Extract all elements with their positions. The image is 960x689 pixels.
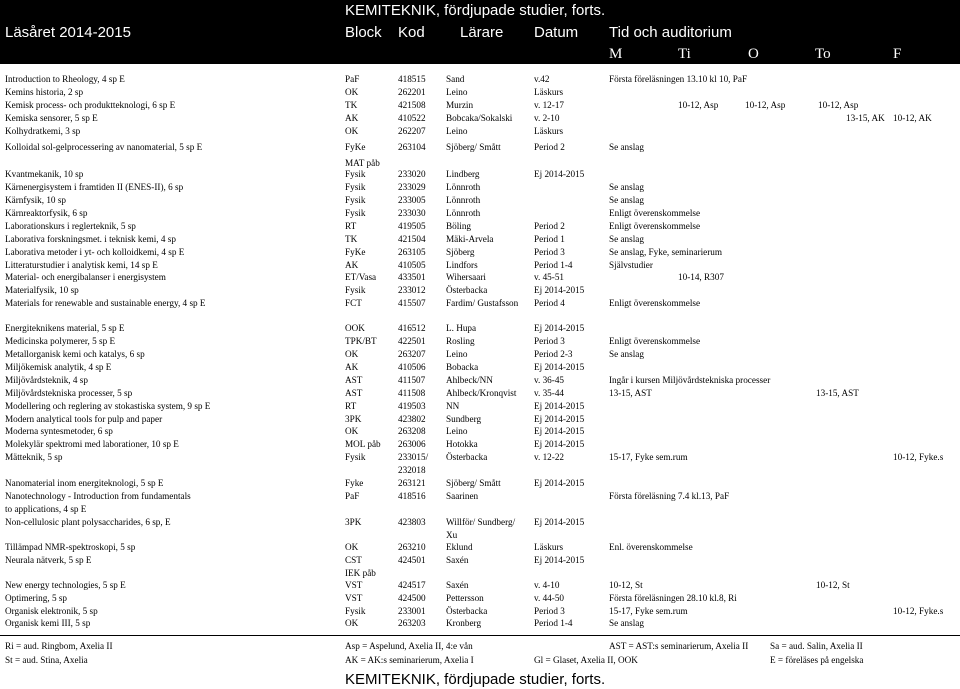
column-larare: Lärare (460, 24, 504, 41)
table-row (0, 516, 960, 529)
cell-block: AK (345, 113, 359, 123)
cell-block: MOL påb (345, 439, 381, 449)
day-m: M (609, 46, 623, 62)
cell-datum: Period 1-4 (534, 618, 573, 628)
cell-course: Miljövårdsteknik, 4 sp (5, 375, 88, 385)
day-to: To (815, 46, 831, 62)
cell-datum: Ej 2014-2015 (534, 439, 585, 449)
table-row (0, 503, 960, 516)
cell-kod: 423803 (398, 517, 426, 527)
cell-block: Fysik (345, 169, 366, 179)
cell-block: Fysik (345, 208, 366, 218)
table-row (0, 73, 960, 86)
cell-course: Nanomaterial inom energiteknologi, 5 sp E (5, 478, 164, 488)
cell-course: Litteraturstudier i analytisk kemi, 14 sp E (5, 260, 158, 270)
cell-tid: Enligt överenskommelse (609, 208, 701, 218)
cell-block: VST (345, 580, 363, 590)
cell-larare: Böling (446, 221, 472, 231)
cell-kod: 411507 (398, 375, 426, 385)
cell-datum: Ej 2014-2015 (534, 323, 585, 333)
cell-kod: 415507 (398, 298, 426, 308)
cell-datum: Ej 2014-2015 (534, 517, 585, 527)
cell-larare: Lindfors (446, 260, 478, 270)
day-o: O (748, 46, 759, 62)
cell-block: OOK (345, 323, 365, 333)
cell-course: Laborationskurs i reglerteknik, 5 sp (5, 221, 136, 231)
table-row (0, 233, 960, 246)
cell-block: CST (345, 555, 362, 565)
cell-larare: Murzin (446, 100, 474, 110)
cell-larare: Leino (446, 126, 468, 136)
cell-tid: Se anslag (609, 182, 644, 192)
cell-course: Molekylär spektromi med laborationer, 10 sp E (5, 439, 179, 449)
table-row (0, 271, 960, 284)
table-row (0, 490, 960, 503)
table-row (0, 464, 960, 477)
cell-tid: Självstudier (609, 260, 653, 270)
cell-kod: 263208 (398, 426, 426, 436)
cell-datum: Period 2-3 (534, 349, 573, 359)
cell-kod: 263207 (398, 349, 426, 359)
cell-course: Nanotechnology - Introduction from fundamentals (5, 491, 191, 501)
cell-tid: Se anslag (609, 618, 644, 628)
cell-tid: Enligt överenskommelse (609, 298, 701, 308)
cell-course: Moderna syntesmetoder, 6 sp (5, 426, 113, 436)
cell-larare: Lindberg (446, 169, 480, 179)
cell-course: Materials for renewable and sustainable energy, 4 sp E (5, 298, 206, 308)
table-row (0, 348, 960, 361)
table-row (0, 438, 960, 451)
cell-datum: Läskurs (534, 542, 564, 552)
cell-day-m: 10-12, Asp (678, 100, 719, 110)
cell-larare: Rosling (446, 336, 475, 346)
legend-ak: AK = AK:s seminarierum, Axelia I (345, 655, 474, 665)
cell-course: Kärnenergisystem i framtiden II (ENES-II), 6 sp (5, 182, 184, 192)
cell-course: Modern analytical tools for pulp and paper (5, 414, 163, 424)
cell-larare: Eklund (446, 542, 473, 552)
cell-datum: v. 4-10 (534, 580, 560, 590)
table-row (0, 220, 960, 233)
table-row (0, 361, 960, 374)
cell-day-o: 10-14, R307 (678, 272, 724, 282)
table-row (0, 207, 960, 220)
cell-kod: 233029 (398, 182, 426, 192)
cell-larare: Österbacka (446, 452, 488, 462)
cell-kod: 232018 (398, 465, 426, 475)
cell-datum: Ej 2014-2015 (534, 478, 585, 488)
cell-block: PaF (345, 491, 360, 501)
cell-kod: 421508 (398, 100, 426, 110)
cell-larare: Österbacka (446, 285, 488, 295)
cell-larare: Leino (446, 87, 468, 97)
cell-kod: 410522 (398, 113, 426, 123)
cell-course: Kolhydratkemi, 3 sp (5, 126, 81, 136)
cell-day-f: 10-12, Fyke.s (893, 452, 944, 462)
cell-course: Miljövårdstekniska processer, 5 sp (5, 388, 133, 398)
legend-asp: Asp = Aspelund, Axelia II, 4:e vån (345, 641, 473, 651)
cell-kod: 233020 (398, 169, 426, 179)
column-tid: Tid och auditorium (609, 24, 732, 41)
footer-title: KEMITEKNIK, fördjupade studier, forts. (345, 671, 606, 688)
cell-datum: Period 1-4 (534, 260, 573, 270)
table-row (0, 541, 960, 554)
cell-kod: 233005 (398, 195, 426, 205)
table-row (0, 246, 960, 259)
cell-tid: 13-15, AST (609, 388, 652, 398)
cell-larare: Saxén (446, 555, 469, 565)
cell-course: to applications, 4 sp E (5, 504, 87, 514)
cell-larare: Sjöberg (446, 247, 475, 257)
cell-larare: Xu (446, 530, 458, 540)
cell-block: OK (345, 349, 359, 359)
cell-block: Fysik (345, 195, 366, 205)
table-row (0, 322, 960, 335)
cell-tid: 15-17, Fyke sem.rum (609, 452, 688, 462)
cell-kod: 233015/ (398, 452, 429, 462)
cell-kod: 233030 (398, 208, 426, 218)
cell-datum: v. 36-45 (534, 375, 565, 385)
cell-course: Introduction to Rheology, 4 sp E (5, 74, 125, 84)
cell-larare: Lönnroth (446, 208, 481, 218)
cell-course: Kärnfysik, 10 sp (5, 195, 66, 205)
cell-larare: Kronberg (446, 618, 482, 628)
cell-block: OK (345, 87, 359, 97)
table-row (0, 592, 960, 605)
cell-day-to: 13-15, AK (846, 113, 885, 123)
cell-datum: Ej 2014-2015 (534, 401, 585, 411)
legend-ast: AST = AST:s seminarierum, Axelia II (609, 641, 749, 651)
table-row (0, 99, 960, 112)
cell-block: MAT påb (345, 158, 380, 168)
cell-course: Laborativa metoder i yt- och kolloidkemi, 4 sp E (5, 247, 185, 257)
cell-datum: Period 3 (534, 606, 565, 616)
table-row (0, 451, 960, 464)
cell-kod: 418516 (398, 491, 426, 501)
cell-block: OK (345, 542, 359, 552)
cell-datum: v. 45-51 (534, 272, 565, 282)
table-row (0, 181, 960, 194)
cell-larare: Willför/ Sundberg/ (446, 517, 516, 527)
cell-tid: Se anslag (609, 349, 644, 359)
cell-kod: 263203 (398, 618, 426, 628)
cell-block: Fysik (345, 285, 366, 295)
cell-kod: 263006 (398, 439, 426, 449)
cell-larare: Fardim/ Gustafsson (446, 298, 519, 308)
cell-block: Fysik (345, 606, 366, 616)
cell-block: AST (345, 388, 363, 398)
cell-tid: Första föreläsningen 13.10 kl 10, PaF (609, 74, 748, 84)
cell-datum: v. 2-10 (534, 113, 560, 123)
cell-day-ti: 10-12, Asp (745, 100, 786, 110)
cell-larare: Leino (446, 426, 468, 436)
header-columns-bar (0, 22, 960, 44)
cell-block: Fysik (345, 452, 366, 462)
cell-course: Medicinska polymerer, 5 sp E (5, 336, 116, 346)
cell-kod: 416512 (398, 323, 426, 333)
table-row (0, 554, 960, 567)
cell-larare: Österbacka (446, 606, 488, 616)
cell-block: 3PK (345, 517, 362, 527)
cell-kod: 421504 (398, 234, 426, 244)
cell-kod: 418515 (398, 74, 426, 84)
cell-day-o: 10-12, Asp (818, 100, 859, 110)
cell-course: Modellering och reglering av stokastiska system, 9 sp E (5, 401, 211, 411)
cell-kod: 262201 (398, 87, 426, 97)
cell-day-to: 13-15, AST (816, 388, 859, 398)
cell-larare: Ahlbeck/Kronqvist (446, 388, 517, 398)
legend-ri: Ri = aud. Ringbom, Axelia II (5, 641, 113, 651)
cell-larare: Lönnroth (446, 195, 481, 205)
table-row (0, 141, 960, 154)
cell-block: PaF (345, 74, 360, 84)
table-row (0, 400, 960, 413)
cell-datum: Period 2 (534, 142, 565, 152)
cell-datum: Ej 2014-2015 (534, 285, 585, 295)
cell-block: RT (345, 401, 357, 411)
cell-kod: 233012 (398, 285, 426, 295)
cell-larare: Leino (446, 349, 468, 359)
cell-datum: Ej 2014-2015 (534, 555, 585, 565)
legend-sa: Sa = aud. Salin, Axelia II (770, 641, 863, 651)
cell-course: Metallorganisk kemi och katalys, 6 sp (5, 349, 145, 359)
cell-course: Miljökemisk analytik, 4 sp E (5, 362, 112, 372)
cell-block: FyKe (345, 247, 366, 257)
cell-datum: Ej 2014-2015 (534, 169, 585, 179)
cell-tid: Enl. överenskommelse (609, 542, 693, 552)
cell-kod: 263210 (398, 542, 426, 552)
cell-datum: Period 2 (534, 221, 565, 231)
cell-block: FyKe (345, 142, 366, 152)
cell-kod: 263104 (398, 142, 426, 152)
cell-block: OK (345, 126, 359, 136)
cell-block: AST (345, 375, 363, 385)
academic-year: Läsåret 2014-2015 (5, 24, 131, 41)
cell-kod: 433501 (398, 272, 426, 282)
header-days-bar (0, 44, 960, 64)
cell-larare: Bobacka (446, 362, 479, 372)
cell-course: Organisk kemi III, 5 sp (5, 618, 91, 628)
table-row (0, 86, 960, 99)
cell-larare: Bobcaka/Sokalski (446, 113, 513, 123)
cell-kod: 263105 (398, 247, 426, 257)
cell-course: Materialfysik, 10 sp (5, 285, 79, 295)
cell-larare: Sjöberg/ Smått (446, 142, 501, 152)
cell-larare: Wihersaari (446, 272, 486, 282)
table-row (0, 297, 960, 310)
table-row (0, 125, 960, 138)
cell-course: Energiteknikens material, 5 sp E (5, 323, 125, 333)
cell-datum: v.42 (534, 74, 550, 84)
cell-block: Fysik (345, 182, 366, 192)
table-row (0, 617, 960, 630)
cell-kod: 424500 (398, 593, 426, 603)
cell-tid: Enligt överenskommelse (609, 336, 701, 346)
table-row (0, 168, 960, 181)
cell-larare: Saarinen (446, 491, 479, 501)
legend-st: St = aud. Stina, Axelia (5, 655, 88, 665)
cell-block: TK (345, 234, 358, 244)
cell-course: Tillämpad NMR-spektroskopi, 5 sp (5, 542, 136, 552)
table-row (0, 374, 960, 387)
cell-day-f: 10-12, AK (893, 113, 932, 123)
cell-kod: 423802 (398, 414, 426, 424)
cell-course: Mätteknik, 5 sp (5, 452, 63, 462)
cell-datum: v. 12-22 (534, 452, 565, 462)
legend-e: E = föreläses på engelska (770, 655, 864, 665)
page-title: KEMITEKNIK, fördjupade studier, forts. (345, 2, 606, 19)
cell-datum: Period 4 (534, 298, 565, 308)
cell-tid: 15-17, Fyke sem.rum (609, 606, 688, 616)
cell-larare: Sundberg (446, 414, 482, 424)
cell-kod: 424501 (398, 555, 426, 565)
day-f: F (893, 46, 902, 62)
cell-kod: 410505 (398, 260, 426, 270)
cell-datum: Ej 2014-2015 (534, 414, 585, 424)
legend-gl: Gl = Glaset, Axelia II, OOK (534, 655, 638, 665)
cell-larare: NN (446, 401, 460, 411)
cell-tid: Se anslag, Fyke, seminarierum (609, 247, 723, 257)
cell-tid: 10-12, St (609, 580, 643, 590)
cell-block: AK (345, 260, 359, 270)
cell-tid: Enligt överenskommelse (609, 221, 701, 231)
cell-kod: 233001 (398, 606, 426, 616)
column-kod: Kod (398, 24, 425, 41)
cell-datum: Ej 2014-2015 (534, 362, 585, 372)
cell-course: New energy technologies, 5 sp E (5, 580, 126, 590)
cell-datum: Läskurs (534, 126, 564, 136)
cell-course: Kärnreaktorfysik, 6 sp (5, 208, 88, 218)
cell-datum: v. 35-44 (534, 388, 565, 398)
cell-course: Neurala nätverk, 5 sp E (5, 555, 92, 565)
cell-block: OK (345, 618, 359, 628)
table-row (0, 284, 960, 297)
cell-day-f: 10-12, Fyke.s (893, 606, 944, 616)
cell-kod: 263121 (398, 478, 426, 488)
table-row (0, 335, 960, 348)
cell-block: AK (345, 362, 359, 372)
cell-tid: Ingår i kursen Miljövårdstekniska processer (609, 375, 771, 385)
cell-datum: Period 3 (534, 336, 565, 346)
cell-course: Kemins historia, 2 sp (5, 87, 84, 97)
cell-larare: Sjöberg/ Smått (446, 478, 501, 488)
cell-larare: Pettersson (446, 593, 484, 603)
cell-course: Material- och energibalanser i energisystem (5, 272, 166, 282)
cell-block: FCT (345, 298, 362, 308)
cell-tid: Se anslag (609, 234, 644, 244)
cell-block: 3PK (345, 414, 362, 424)
header-title-bar (0, 0, 960, 22)
cell-course: Organisk elektronik, 5 sp (5, 606, 98, 616)
column-block: Block (345, 24, 382, 41)
column-datum: Datum (534, 24, 579, 41)
cell-tid: Se anslag (609, 195, 644, 205)
cell-kod: 410506 (398, 362, 426, 372)
cell-datum: Läskurs (534, 87, 564, 97)
cell-kod: 419505 (398, 221, 426, 231)
cell-kod: 419503 (398, 401, 426, 411)
footer-bar (0, 672, 960, 689)
day-ti: Ti (678, 46, 691, 62)
cell-larare: Mäki-Arvela (446, 234, 494, 244)
cell-block: VST (345, 593, 363, 603)
table-row (0, 425, 960, 438)
cell-course: Kolloidal sol-gelprocessering av nanomaterial, 5 sp E (5, 142, 203, 152)
cell-kod: 411508 (398, 388, 426, 398)
cell-kod: 262207 (398, 126, 426, 136)
cell-course: Kemisk process- och produktteknologi, 6 sp E (5, 100, 176, 110)
table-row (0, 579, 960, 592)
legend-divider (0, 635, 960, 636)
cell-course: Kvantmekanik, 10 sp (5, 169, 84, 179)
cell-day-to: 10-12, St (816, 580, 850, 590)
table-row (0, 477, 960, 490)
cell-larare: Saxén (446, 580, 469, 590)
cell-course: Laborativa forskningsmet. i teknisk kemi, 4 sp (5, 234, 176, 244)
cell-course: Kemiska sensorer, 5 sp E (5, 113, 98, 123)
table-row (0, 194, 960, 207)
cell-block: Fyke (345, 478, 364, 488)
cell-larare: Sand (446, 74, 465, 84)
cell-datum: Ej 2014-2015 (534, 426, 585, 436)
cell-larare: Lönnroth (446, 182, 481, 192)
cell-datum: Period 1 (534, 234, 565, 244)
cell-block: RT (345, 221, 357, 231)
cell-datum: v. 44-50 (534, 593, 565, 603)
cell-course: Optimering, 5 sp (5, 593, 68, 603)
cell-datum: Period 3 (534, 247, 565, 257)
cell-datum: v. 12-17 (534, 100, 565, 110)
table-row (0, 387, 960, 400)
cell-block: IEK påb (345, 568, 376, 578)
cell-kod: 424517 (398, 580, 426, 590)
cell-larare: Hotokka (446, 439, 478, 449)
cell-tid: Första föreläsningen 28.10 kl.8, Ri (609, 593, 737, 603)
cell-block: OK (345, 426, 359, 436)
cell-block: ET/Vasa (345, 272, 377, 282)
cell-block: TK (345, 100, 358, 110)
cell-larare: L. Hupa (446, 323, 477, 333)
cell-larare: Ahlbeck/NN (446, 375, 493, 385)
table-row (0, 112, 960, 125)
cell-tid: Första föreläsning 7.4 kl.13, PaF (609, 491, 730, 501)
cell-course: Non-cellulosic plant polysaccharides, 6 sp, E (5, 517, 171, 527)
cell-block: TPK/BT (345, 336, 377, 346)
cell-tid: Se anslag (609, 142, 644, 152)
cell-kod: 422501 (398, 336, 426, 346)
